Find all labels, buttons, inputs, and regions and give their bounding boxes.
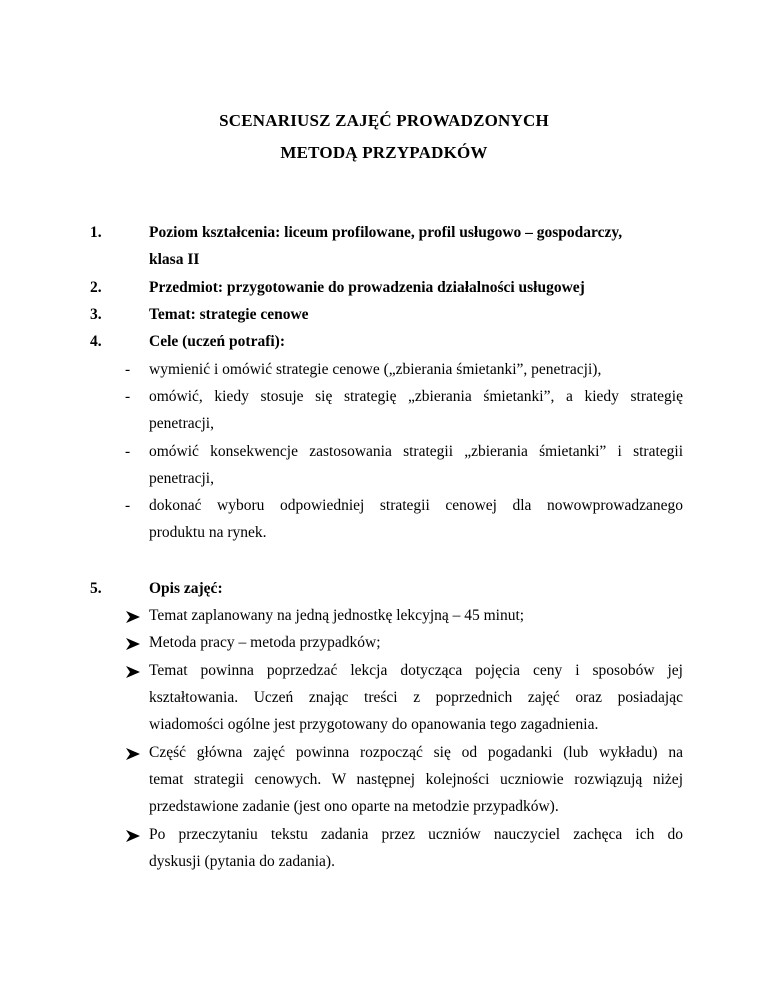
item-1-heading-line-2: klasa II [149, 251, 200, 268]
description-5-text-line-1: Po przeczytaniu tekstu zadania przez uczniów nauczyciel zachęca ich do [149, 826, 683, 843]
goal-2-dash: - [125, 388, 131, 405]
item-4-number: 4. [90, 333, 102, 350]
document-title-line-2: METODĄ PRZYPADKÓW [280, 143, 488, 162]
description-2-text: Metoda pracy – metoda przypadków; [149, 634, 381, 651]
arrow-bullet-icon [125, 665, 141, 679]
item-4-heading: Cele (uczeń potrafi): [149, 333, 286, 350]
arrow-bullet-icon [125, 637, 141, 651]
arrow-bullet-icon [125, 747, 141, 761]
goal-4-dash: - [125, 497, 131, 514]
item-2-heading: Przedmiot: przygotowanie do prowadzenia działalności usługowej [149, 279, 585, 296]
item-3-heading: Temat: strategie cenowe [149, 306, 309, 323]
item-1-heading-line-1: Poziom kształcenia: liceum profilowane, profil usługowo – gospodarczy, [149, 224, 623, 241]
item-5-number: 5. [90, 580, 102, 597]
goal-4-text-line-1: dokonać wyboru odpowiedniej strategii cenowej dla nowowprowadzanego [149, 497, 683, 514]
goal-1-text: wymienić i omówić strategie cenowe („zbierania śmietanki”, penetracji), [149, 361, 602, 378]
item-1-number: 1. [90, 224, 102, 241]
description-4-text-line-1: Część główna zajęć powinna rozpocząć się od pogadanki (lub wykładu) na [149, 744, 683, 761]
goal-2-text-line-1: omówić, kiedy stosuje się strategię „zbierania śmietanki”, a kiedy strategię [149, 388, 683, 405]
description-3-text-line-2: kształtowania. Uczeń znając treści z poprzednich zajęć oraz posiadając [149, 689, 683, 706]
description-4-text-line-2: temat strategii cenowych. W następnej kolejności uczniowie rozwiązują niżej [149, 771, 683, 788]
item-5-heading: Opis zajęć: [149, 580, 223, 597]
goal-3-dash: - [125, 443, 131, 460]
item-2-number: 2. [90, 279, 102, 296]
item-3-number: 3. [90, 306, 102, 323]
arrow-bullet-icon [125, 610, 141, 624]
goal-3-text-line-1: omówić konsekwencje zastosowania strategii „zbierania śmietanki” i strategii [149, 443, 683, 460]
arrow-bullet-icon [125, 829, 141, 843]
description-3-text-line-3: wiadomości ogólne jest przygotowany do opanowania tego zagadnienia. [149, 716, 599, 733]
goal-3-text-line-2: penetracji, [149, 470, 214, 487]
description-5-text-line-2: dyskusji (pytania do zadania). [149, 853, 335, 870]
goal-2-text-line-2: penetracji, [149, 415, 214, 432]
description-1-text: Temat zaplanowany na jedną jednostkę lekcyjną – 45 minut; [149, 607, 525, 624]
description-3-text-line-1: Temat powinna poprzedzać lekcja dotycząca pojęcia ceny i sposobów jej [149, 662, 683, 679]
description-4-text-line-3: przedstawione zadanie (jest ono oparte na metodzie przypadków). [149, 798, 559, 815]
goal-4-text-line-2: produktu na rynek. [149, 524, 267, 541]
goal-1-dash: - [125, 361, 131, 378]
document-title-line-1: SCENARIUSZ ZAJĘĆ PROWADZONYCH [219, 111, 549, 130]
